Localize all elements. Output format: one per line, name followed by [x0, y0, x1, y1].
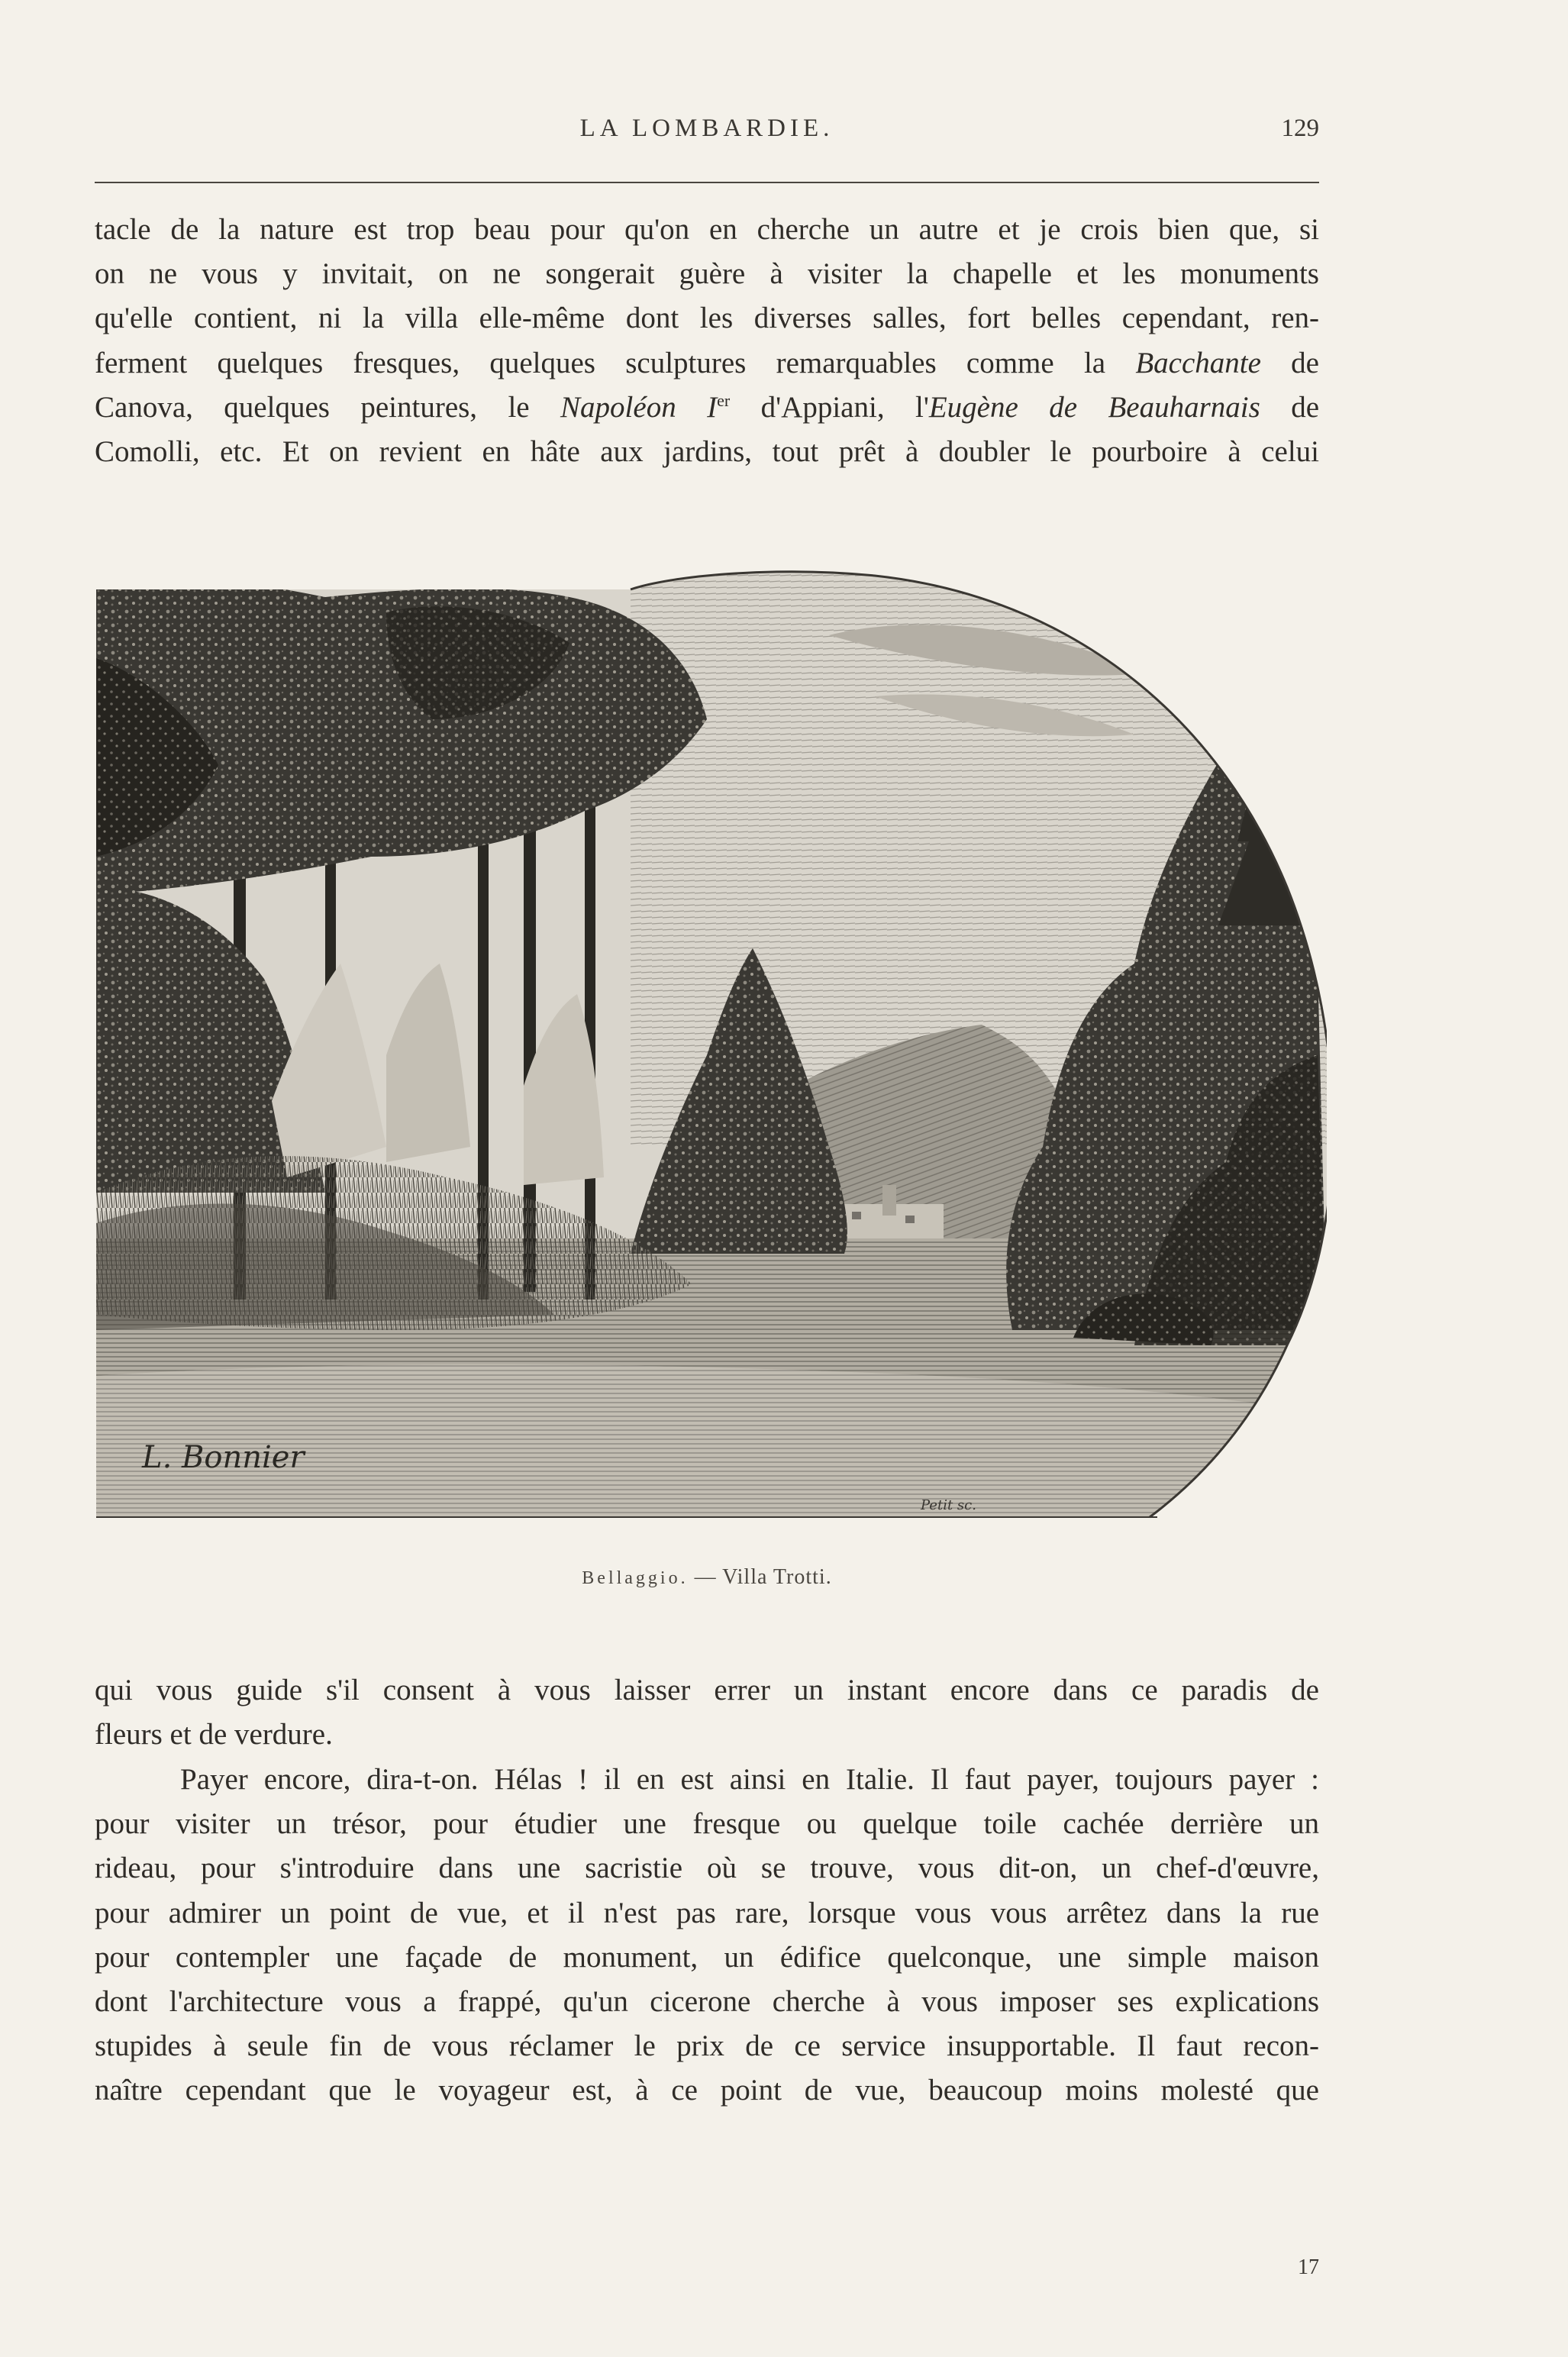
text-line: pour visiter un trésor, pour étudier une fresque ou quelque toile cachée derrière un	[95, 1807, 1319, 1841]
text-line: on ne vous y invitait, on ne songerait guère à visiter la chapelle et les monuments	[95, 257, 1319, 291]
running-title: LA LOMBARDIE.	[579, 115, 834, 142]
text-line: stupides à seule fin de vous réclamer le prix de ce service insupportable. Il faut recon-	[95, 2029, 1319, 2063]
figure-caption	[95, 1565, 1319, 1590]
text-line: Canova, quelques peintures, le Napoléon Ier d'Appiani, l'Eugène de Beauharnais de	[95, 390, 1319, 424]
artwork-title: Eugène de Beauharnais	[928, 390, 1260, 424]
text-line: Comolli, etc. Et on revient en hâte aux jardins, tout prêt à doubler le pourboire à celui	[95, 435, 1319, 469]
header-rule	[95, 182, 1319, 183]
artwork-title: Bacchante	[1135, 346, 1261, 379]
text-line: rideau, pour s'introduire dans une sacristie où se trouve, vous dit-on, un chef-d'œuvre,	[95, 1852, 1319, 1885]
artwork-title: Napoléon	[560, 390, 676, 424]
text-line: qui vous guide s'il consent à vous laisser errer un instant encore dans ce paradis de	[95, 1674, 1319, 1706]
caption-subject: Villa Trotti.	[722, 1565, 832, 1589]
text-line: dont l'architecture vous a frappé, qu'un cicerone cherche à vous imposer ses explications	[95, 1985, 1319, 2019]
text-line: fleurs et de verdure.	[95, 1718, 333, 1752]
signature-mark: 17	[1298, 2255, 1319, 2279]
engraving-svg	[96, 567, 1327, 1538]
paragraph-top	[95, 208, 1319, 474]
caption-place: Bellaggio.	[582, 1568, 689, 1588]
text-line: ferment quelques fresques, quelques sculptures remarquables comme la Bacchante de	[95, 346, 1319, 379]
text-line: pour admirer un point de vue, et il n'est pas rare, lorsque vous vous arrêtez dans la rue	[95, 1896, 1319, 1929]
text-line: tacle de la nature est trop beau pour qu'on en cherche un autre et je crois bien que, si	[95, 213, 1319, 246]
text-line: pour contempler une façade de monument, un édifice quelconque, une simple maison	[95, 1940, 1319, 1974]
paragraph-bottom	[95, 1668, 1319, 1757]
page-number: 129	[1281, 115, 1319, 142]
text-line: qu'elle contient, ni la villa elle-même dont les diverses salles, fort belles cependant, ren-	[95, 302, 1319, 335]
caption-dash: —	[694, 1565, 717, 1589]
paragraph-third	[95, 1758, 1319, 2113]
engraver-signature: Petit sc.	[921, 1497, 976, 1513]
text-line: naître cependant que le voyageur est, à ce point de vue, beaucoup moins molesté que	[95, 2074, 1319, 2107]
text-line: Payer encore, dira-t-on. Hélas ! il en est ainsi en Italie. Il faut payer, toujours payer :	[180, 1763, 1319, 1796]
page-header	[95, 115, 1319, 160]
artist-signature: L. Bonnier	[142, 1440, 305, 1475]
engraving-illustration	[96, 567, 1327, 1538]
